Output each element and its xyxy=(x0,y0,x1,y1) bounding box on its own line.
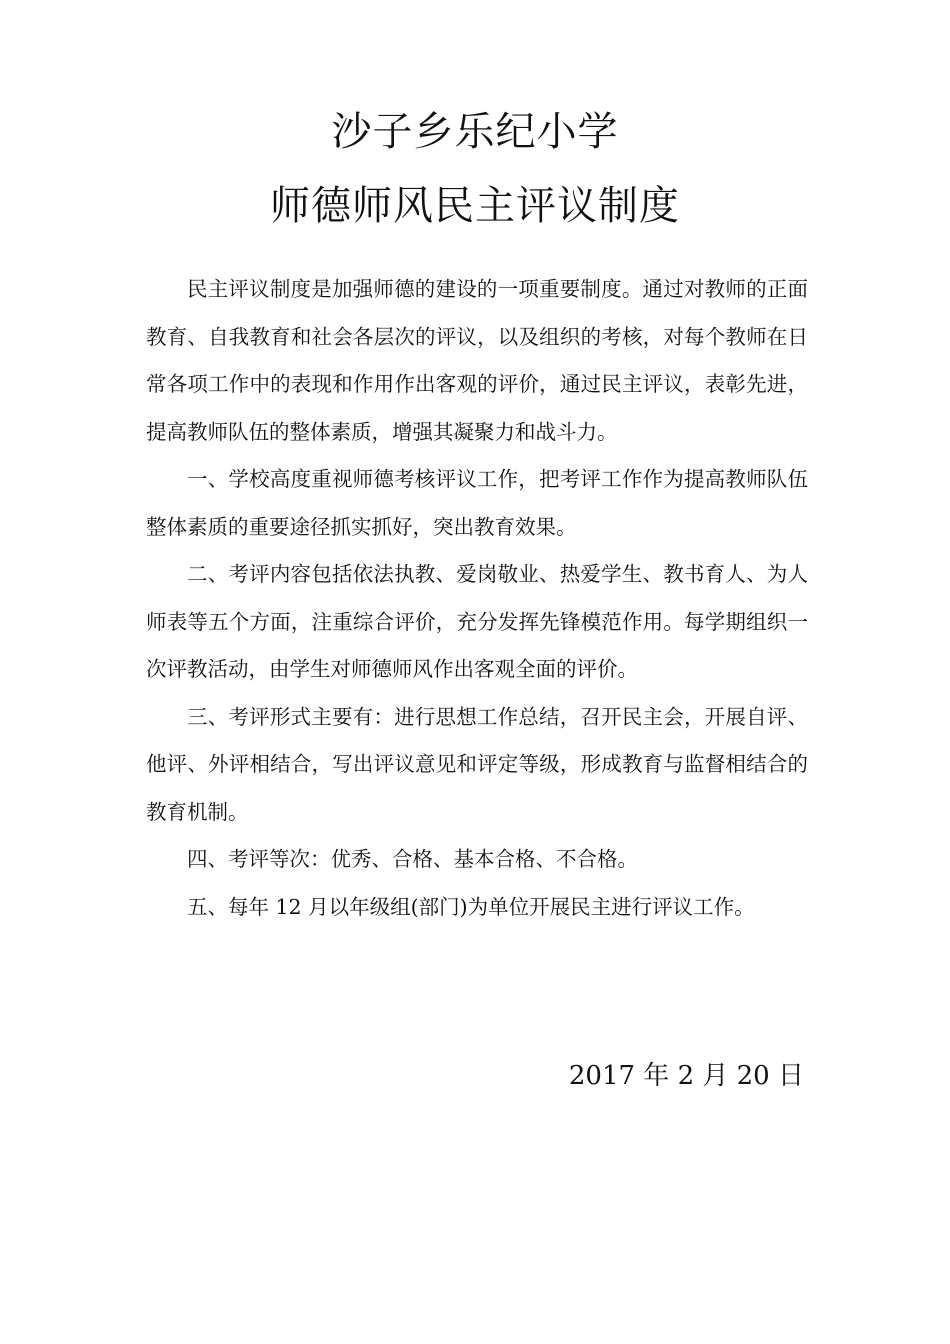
clause-2-paragraph: 二、考评内容包括依法执教、爱岗敬业、热爱学生、教书育人、为人师表等五个方面，注重综合评价，充分发挥先锋模范作用。每学期组织一次评教活动，由学生对师德师风作出客观全面的评价。 xyxy=(146,562,808,681)
school-name-title: 沙子乡乐纪小学 xyxy=(331,109,619,155)
intro-paragraph: 民主评议制度是加强师德的建设的一项重要制度。通过对教师的正面教育、自我教育和社会各层次的评议，以及组织的考核，对每个教师在日常各项工作中的表现和作用作出客观的评价，通过民主评议，表彰先进，提高教师队伍的整体素质，增强其凝聚力和战斗力。 xyxy=(146,277,808,444)
clause-3-paragraph: 三、考评形式主要有：进行思想工作总结，召开民主会，开展自评、他评、外评相结合，写出评议意见和评定等级，形成教育与监督相结合的教育机制。 xyxy=(146,704,808,824)
clause-4-paragraph: 四、考评等次：优秀、合格、基本合格、不合格。 xyxy=(187,847,638,871)
document-body xyxy=(146,266,808,931)
clause-1-paragraph: 一、学校高度重视师德考核评议工作，把考评工作作为提高教师队伍整体素质的重要途径抓实抓好，突出教育效果。 xyxy=(146,467,808,539)
clause-5-paragraph: 五、每年 12 月以年级组(部门)为单位开展民主进行评议工作。 xyxy=(187,894,755,919)
document-date: 2017 年 2 月 20 日 xyxy=(568,1061,804,1091)
document-title: 师德师风民主评议制度 xyxy=(270,183,680,229)
